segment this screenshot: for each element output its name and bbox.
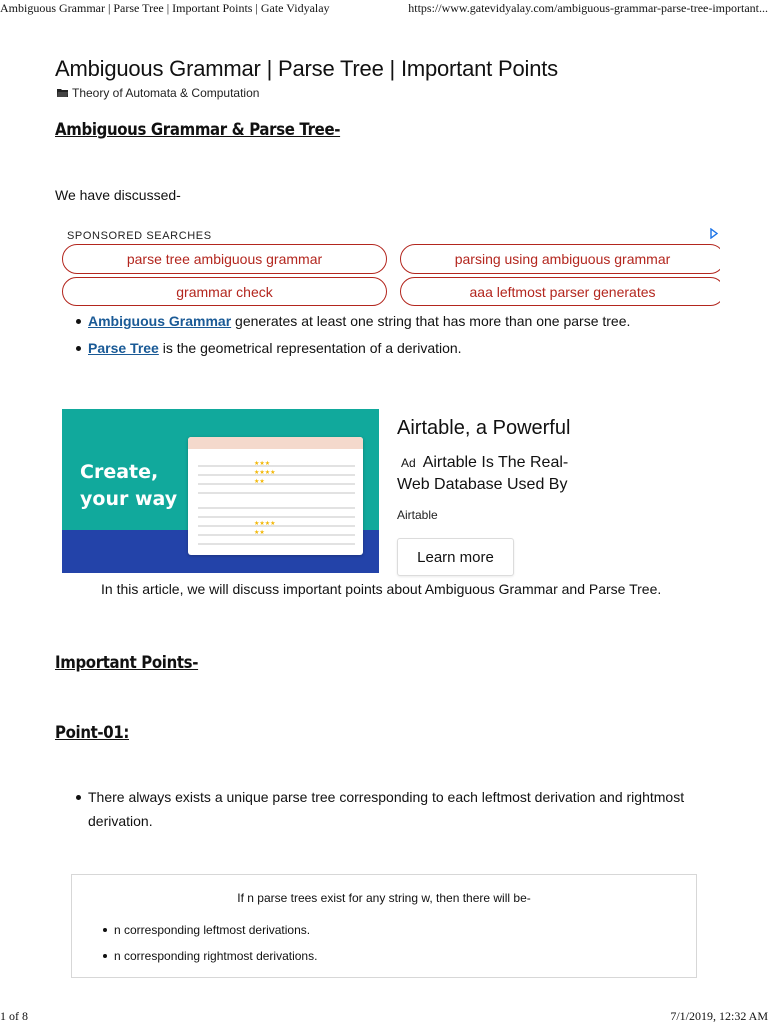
heading-point-01: Point-01: xyxy=(55,723,130,743)
heading-main: Ambiguous Grammar & Parse Tree- xyxy=(55,120,341,140)
info-box-heading: If n parse trees exist for any string w, then there will be- xyxy=(237,891,531,905)
article-intro-text: In this article, we will discuss important points about Ambiguous Grammar and Parse Tree. xyxy=(101,581,662,597)
adchoices-icon[interactable] xyxy=(710,228,718,242)
ad-brand: Airtable xyxy=(397,508,438,522)
category-label: Theory of Automata & Computation xyxy=(72,86,260,100)
sponsored-search-2[interactable]: parsing using ambiguous grammar xyxy=(400,244,725,274)
ad-image[interactable] xyxy=(62,409,379,573)
ad-image-spreadsheet: ★★★ ★★★★ ★★ ★★★★ ★★ xyxy=(188,437,363,555)
sponsored-search-3[interactable]: grammar check xyxy=(62,277,387,306)
sponsored-search-1[interactable]: parse tree ambiguous grammar xyxy=(62,244,387,274)
list-item xyxy=(55,336,735,360)
definition-list xyxy=(55,309,735,360)
ad-title[interactable]: Airtable, a Powerful xyxy=(397,417,571,439)
heading-important-points: Important Points- xyxy=(55,653,199,673)
print-header-url: https://www.gatevidyalay.com/ambiguous-grammar-parse-tree-important... xyxy=(408,1,768,15)
ambiguous-grammar-link[interactable]: Ambiguous Grammar xyxy=(88,313,232,329)
ad-clip xyxy=(720,240,768,312)
sponsored-search-4[interactable]: aaa leftmost parser generates xyxy=(400,277,725,306)
ad-subtitle: Ad Airtable Is The Real- Web Database Used By xyxy=(397,454,569,493)
parse-tree-link[interactable]: Parse Tree xyxy=(88,340,159,356)
learn-more-button[interactable]: Learn more xyxy=(397,538,514,576)
info-box xyxy=(71,874,697,978)
page-title: Ambiguous Grammar | Parse Tree | Important Points xyxy=(55,56,558,81)
point-01-list xyxy=(55,785,715,833)
print-footer-date: 7/1/2019, 12:32 AM xyxy=(670,1009,768,1023)
list-item xyxy=(55,309,735,333)
list-item: n corresponding rightmost derivations. xyxy=(72,943,696,969)
folder-icon xyxy=(57,86,68,100)
sponsored-label: SPONSORED SEARCHES xyxy=(67,230,212,242)
info-box-list xyxy=(72,917,696,969)
list-item: There always exists a unique parse tree corresponding to each leftmost derivation and rightmost derivation. xyxy=(55,785,715,833)
category-link[interactable] xyxy=(57,86,259,100)
ad-image-tagline: Create, your way xyxy=(80,461,178,510)
intro-text: We have discussed- xyxy=(55,187,181,203)
list-item-text: is the geometrical representation of a derivation. xyxy=(158,340,462,356)
ad-badge: Ad xyxy=(401,456,416,470)
list-item: n corresponding leftmost derivations. xyxy=(72,917,696,943)
print-footer-page: 1 of 8 xyxy=(0,1009,28,1023)
list-item-text: generates at least one string that has more than one parse tree. xyxy=(231,313,631,329)
print-header-title: Ambiguous Grammar | Parse Tree | Important Points | Gate Vidyalay xyxy=(0,1,330,15)
